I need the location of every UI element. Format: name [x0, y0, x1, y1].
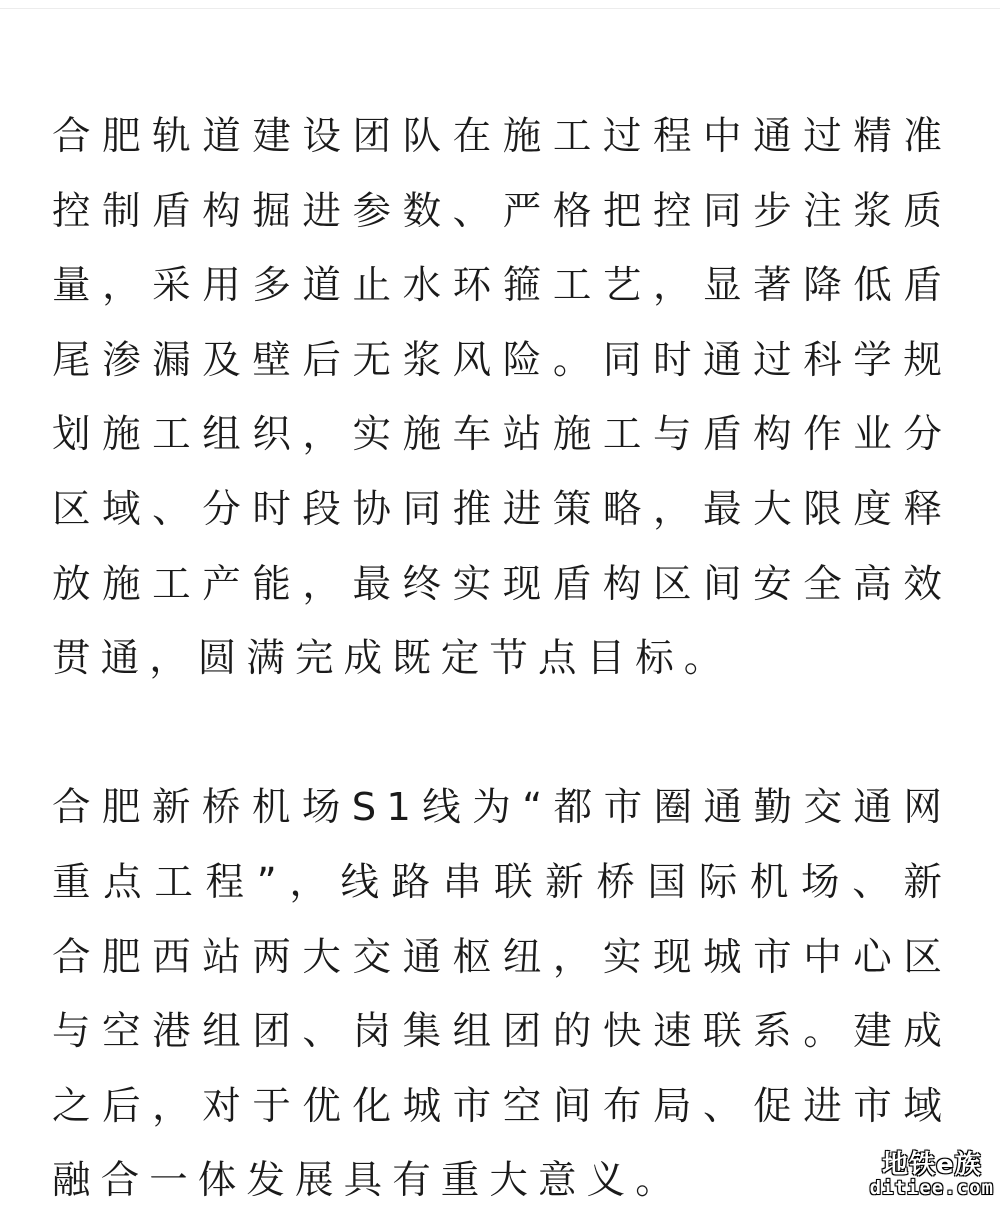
top-divider: [0, 8, 1000, 9]
paragraph-construction: 合肥轨道建设团队在施工过程中通过精准控制盾构掘进参数、严格把控同步注浆质量，采用多道止水环箍工艺，显著降低盾尾渗漏及壁后无浆风险。同时通过科学规划施工组织，实施车站施工与盾构作业分区域、分时段协同推进策略，最大限度释放施工产能，最终实现盾构区间安全高效贯通，圆满完成既定节点目标。: [52, 114, 952, 682]
article-body: [52, 100, 952, 1219]
watermark-name: 地铁e族: [881, 1149, 982, 1180]
watermark-domain: ditiee.com: [869, 1177, 994, 1200]
site-watermark: [869, 1149, 994, 1200]
paragraph-s1-line: 合肥新桥机场S1线为“都市圈通勤交通网重点工程”，线路串联新桥国际机场、新合肥西站两大交通枢纽，实现城市中心区与空港组团、岗集组团的快速联系。建成之后，对于优化城市空间布局、促进市域融合一体发展具有重大意义。: [52, 785, 952, 1204]
